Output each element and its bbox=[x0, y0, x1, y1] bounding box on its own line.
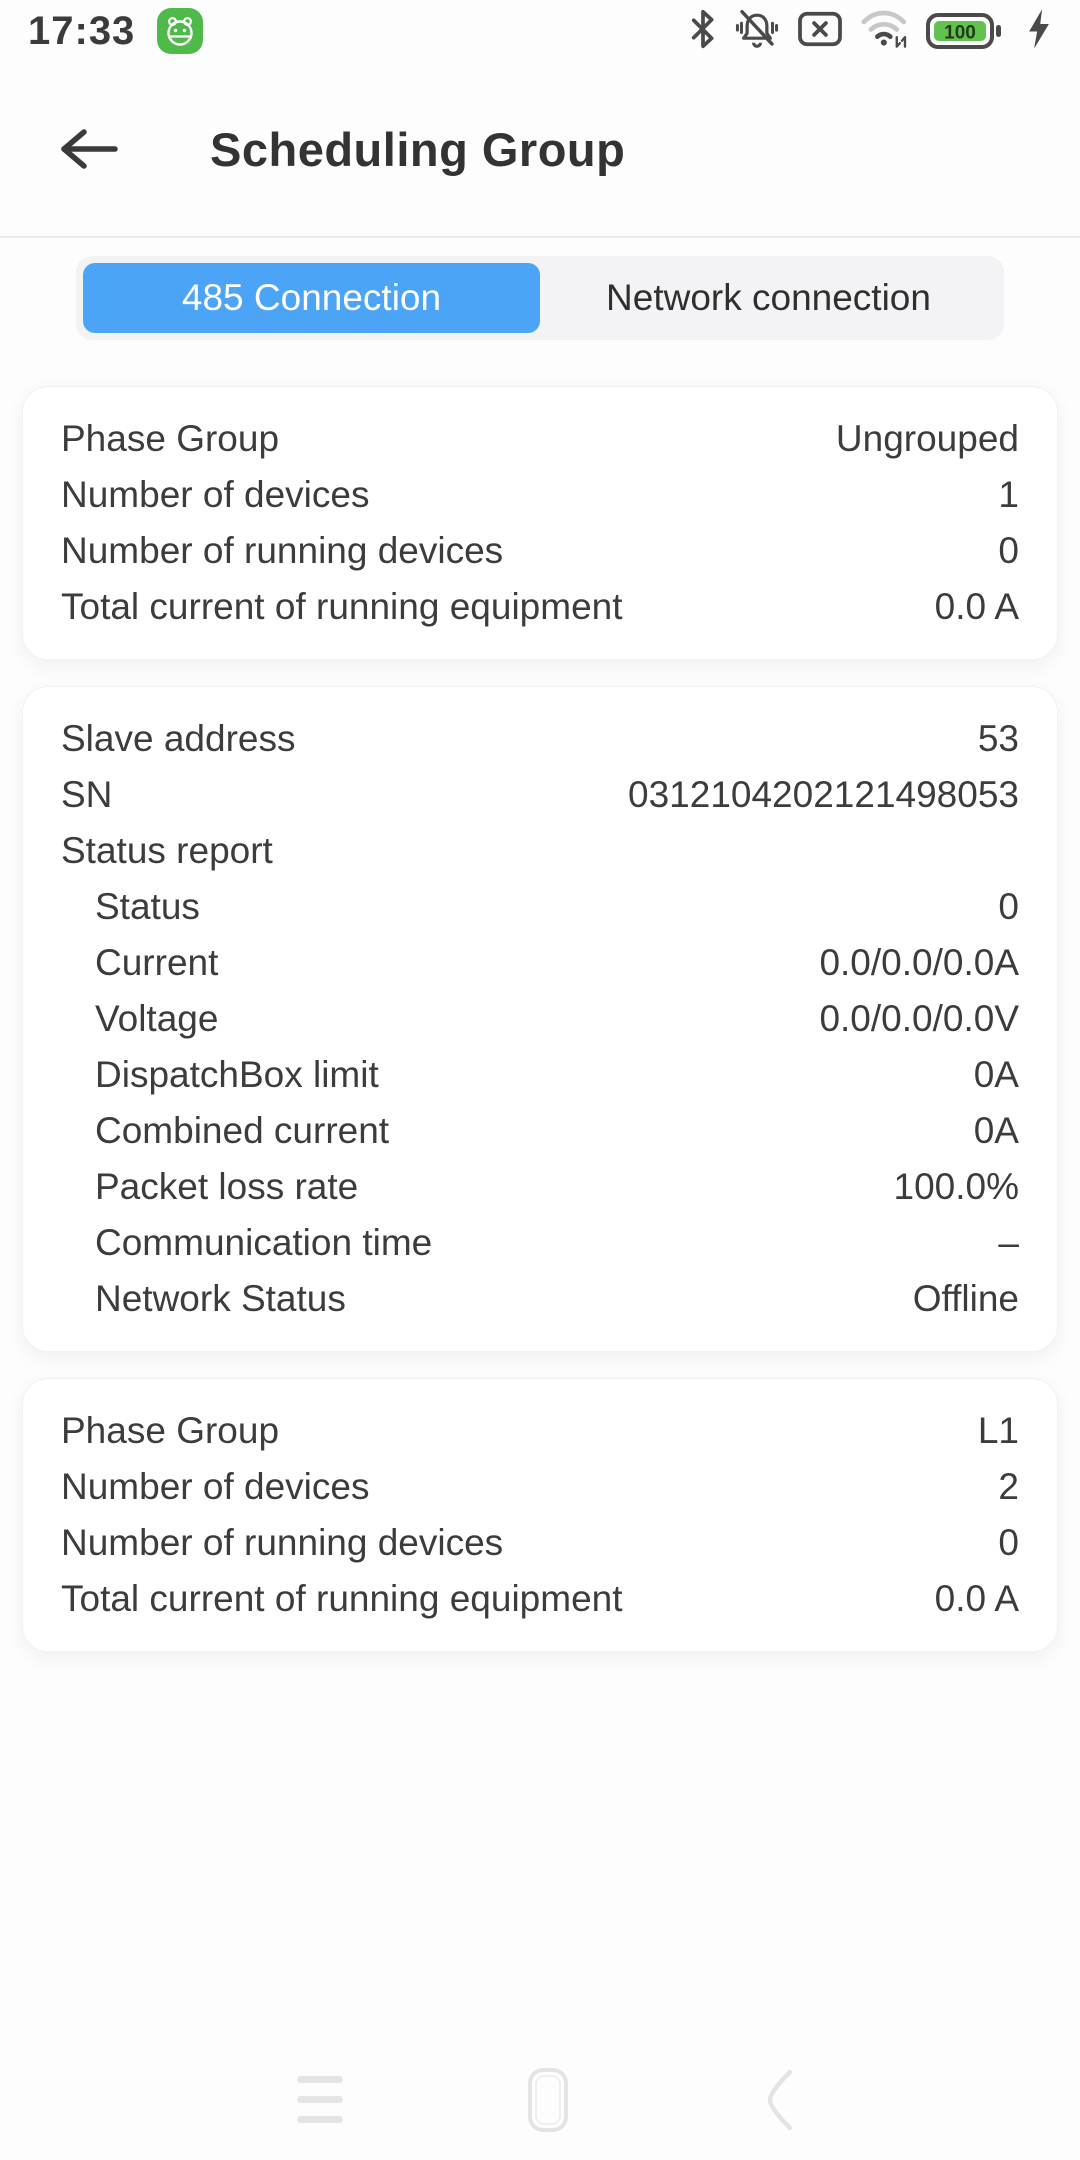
card-row bbox=[61, 935, 1019, 991]
card-row bbox=[61, 823, 1019, 879]
row-value: Ungrouped bbox=[835, 418, 1019, 459]
card-row bbox=[61, 467, 1019, 523]
row-label: Status report bbox=[61, 830, 273, 871]
card-row bbox=[61, 879, 1019, 935]
row-label: Total current of running equipment bbox=[61, 1578, 623, 1619]
card-row bbox=[61, 579, 1019, 635]
row-label: Number of devices bbox=[61, 1466, 370, 1507]
row-label: Status bbox=[95, 886, 200, 927]
status-bar bbox=[0, 0, 1080, 62]
card-row bbox=[61, 1515, 1019, 1571]
tab-network-connection[interactable]: Network connection bbox=[606, 277, 931, 318]
bluetooth-icon bbox=[688, 8, 718, 55]
row-value: 0.0/0.0/0.0A bbox=[819, 942, 1019, 983]
battery-level-text: 100 bbox=[944, 22, 976, 44]
row-value: 0 bbox=[998, 530, 1019, 571]
card-row bbox=[61, 711, 1019, 767]
card-row bbox=[61, 1459, 1019, 1515]
info-card bbox=[22, 1378, 1058, 1652]
row-value: 0A bbox=[973, 1054, 1019, 1095]
row-label: Phase Group bbox=[61, 1410, 280, 1451]
clock-time: 17:33 bbox=[28, 8, 136, 53]
row-label: Current bbox=[95, 942, 219, 983]
row-label: Number of running devices bbox=[61, 530, 504, 571]
card-row bbox=[61, 523, 1019, 579]
android-app-badge-icon bbox=[157, 8, 203, 54]
cards bbox=[0, 340, 1080, 1652]
bell-muted-icon bbox=[734, 8, 780, 55]
bottom-nav bbox=[0, 2040, 1080, 2160]
card-row bbox=[61, 991, 1019, 1047]
row-label: Communication time bbox=[95, 1222, 433, 1263]
row-label: Combined current bbox=[95, 1110, 390, 1151]
row-label: Network Status bbox=[95, 1278, 346, 1319]
row-value: 53 bbox=[977, 718, 1019, 759]
back-chevron-icon[interactable] bbox=[760, 2068, 800, 2132]
row-value: 2 bbox=[998, 1466, 1019, 1507]
card-row bbox=[61, 1271, 1019, 1327]
app-header bbox=[0, 62, 1080, 238]
status-icons bbox=[688, 8, 1052, 55]
row-label: Number of devices bbox=[61, 474, 370, 515]
row-value: 0.0 A bbox=[934, 1578, 1019, 1619]
row-value: 100.0% bbox=[893, 1166, 1019, 1207]
home-icon[interactable] bbox=[524, 2068, 572, 2132]
info-card bbox=[22, 686, 1058, 1352]
tab-485-connection[interactable]: 485 Connection bbox=[83, 263, 540, 333]
card-row bbox=[61, 767, 1019, 823]
row-value: 0 bbox=[998, 886, 1019, 927]
row-label: SN bbox=[61, 774, 113, 815]
row-label: Voltage bbox=[95, 998, 219, 1039]
row-value: 0A bbox=[973, 1110, 1019, 1151]
recents-menu-icon[interactable] bbox=[296, 2068, 344, 2132]
connection-tab-bar bbox=[76, 256, 1004, 340]
card-row bbox=[61, 1103, 1019, 1159]
battery-icon bbox=[926, 9, 1010, 53]
row-label: Total current of running equipment bbox=[61, 586, 623, 627]
row-value: – bbox=[998, 1222, 1019, 1263]
page-title: Scheduling Group bbox=[210, 122, 626, 176]
row-value: 0 bbox=[998, 1522, 1019, 1563]
row-value: 0.0 A bbox=[934, 586, 1019, 627]
card-row bbox=[61, 1215, 1019, 1271]
row-label: Phase Group bbox=[61, 418, 280, 459]
card-row bbox=[61, 411, 1019, 467]
row-value: 1 bbox=[998, 474, 1019, 515]
card-row bbox=[61, 1047, 1019, 1103]
row-value: 0.0/0.0/0.0V bbox=[819, 998, 1019, 1039]
back-button[interactable] bbox=[58, 124, 120, 174]
wifi-icon bbox=[860, 9, 910, 54]
card-row bbox=[61, 1571, 1019, 1627]
row-label: Packet loss rate bbox=[95, 1166, 359, 1207]
row-label: Number of running devices bbox=[61, 1522, 504, 1563]
card-row bbox=[61, 1403, 1019, 1459]
charging-bolt-icon bbox=[1026, 8, 1052, 55]
row-value: Offline bbox=[912, 1278, 1019, 1319]
info-card bbox=[22, 386, 1058, 660]
card-row bbox=[61, 1159, 1019, 1215]
no-sim-icon bbox=[796, 9, 844, 54]
row-value: L1 bbox=[977, 1410, 1019, 1451]
row-label: DispatchBox limit bbox=[95, 1054, 379, 1095]
row-label: Slave address bbox=[61, 718, 296, 759]
row-value: 0312104202121498053 bbox=[628, 774, 1019, 815]
